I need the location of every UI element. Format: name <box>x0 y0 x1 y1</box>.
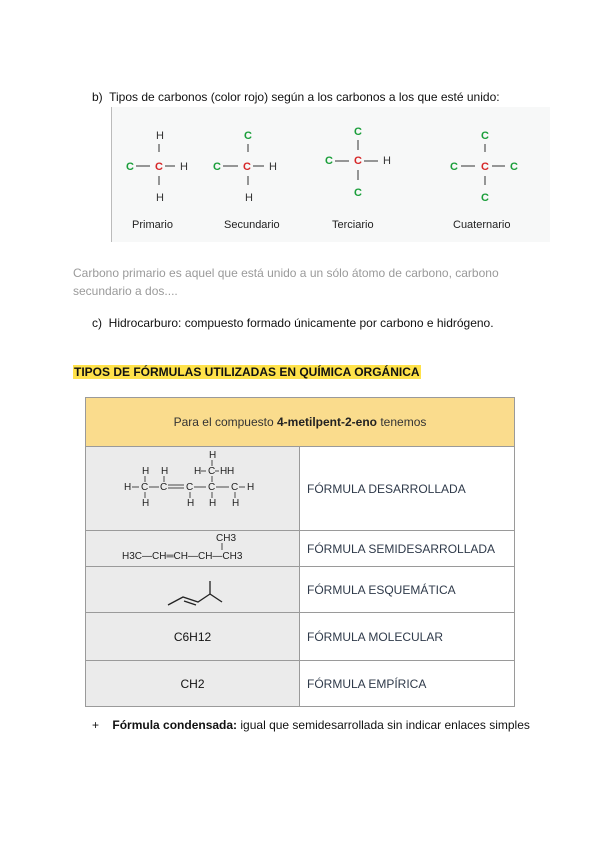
atom-h: H <box>160 466 168 477</box>
atom-h: H <box>231 498 239 509</box>
compound-name: 4-metilpent-2-eno <box>277 415 378 429</box>
atom-h: H <box>186 498 194 509</box>
atom-c: C <box>354 126 362 138</box>
carbon-type-label-secondary: Secundario <box>224 219 280 231</box>
carbon-types-figure <box>111 107 550 242</box>
atom-h: H <box>193 466 201 477</box>
atom-c: C <box>140 482 148 493</box>
atom-c: C <box>354 187 362 199</box>
header-suffix: tenemos <box>377 415 427 429</box>
atom-c: C <box>159 482 167 493</box>
list-item-b <box>92 90 500 104</box>
atom-c: C <box>481 130 489 142</box>
atom-c-red: C <box>243 161 251 173</box>
atom-h: H <box>123 482 131 493</box>
formula-type-label: FÓRMULA DESARROLLADA <box>300 447 515 531</box>
formula-type-label: FÓRMULA SEMIDESARROLLADA <box>300 531 515 567</box>
list-marker: c) <box>92 316 102 330</box>
atom-h: H <box>141 498 149 509</box>
header-prefix: Para el compuesto <box>173 415 277 429</box>
atom-h: H <box>383 155 391 167</box>
atom-c-red: C <box>354 155 362 167</box>
atom-c: C <box>207 482 215 493</box>
table-row <box>86 613 515 661</box>
bullet-text: igual que semidesarrollada sin indicar enlaces simples <box>237 718 530 732</box>
atom-c: C <box>325 155 333 167</box>
list-marker: b) <box>92 90 103 104</box>
bullet-marker: + <box>92 718 100 732</box>
atom-c: C <box>450 161 458 173</box>
skeletal-formula-drawing <box>88 567 298 609</box>
table-row <box>86 531 515 567</box>
section-title: TIPOS DE FÓRMULAS UTILIZADAS EN QUÍMICA ORGÁNICA <box>74 365 420 379</box>
semi-formula-cell <box>86 531 300 567</box>
atom-c: C <box>185 482 193 493</box>
molecular-formula: C6H12 <box>86 613 300 661</box>
atom-c: C <box>213 161 221 173</box>
carbon-type-label-quaternary: Cuaternario <box>453 219 511 231</box>
atom-h: H <box>156 192 164 204</box>
atom-c: C <box>207 466 215 477</box>
atom-h: H <box>156 130 164 142</box>
list-item-c <box>92 316 494 330</box>
atom-h: H <box>226 466 234 477</box>
atom-c: C <box>126 161 134 173</box>
atom-h: H <box>180 161 188 173</box>
atom-h: H <box>246 482 254 493</box>
list-text: Hidrocarburo: compuesto formado únicamente por carbono e hidrógeno. <box>108 316 494 330</box>
bullet-item <box>92 718 530 732</box>
carbon-type-label-tertiary: Terciario <box>332 219 374 231</box>
atom-h: H <box>245 192 253 204</box>
branch-group: CH3 <box>215 533 236 544</box>
empirical-formula: CH2 <box>86 661 300 707</box>
formula-type-label: FÓRMULA MOLECULAR <box>300 613 515 661</box>
note-text: Carbono primario es aquel que está unido a un sólo átomo de carbono, carbono secundario a dos.... <box>73 266 499 298</box>
atom-c: C <box>481 192 489 204</box>
developed-formula-drawing <box>88 447 298 527</box>
main-chain: H3C—CH═CH—CH—CH3 <box>121 551 242 562</box>
list-text: Tipos de carbonos (color rojo) según a los carbonos a los que esté unido: <box>109 90 500 104</box>
atom-h: H <box>269 161 277 173</box>
formula-types-table <box>85 397 515 707</box>
bullet-bold-term: Fórmula condensada: <box>112 718 238 732</box>
atom-h: H <box>141 466 149 477</box>
atom-c-red: C <box>155 161 163 173</box>
atom-c: C <box>244 130 252 142</box>
developed-formula-cell <box>86 447 300 531</box>
table-row <box>86 567 515 613</box>
table-row <box>86 661 515 707</box>
atom-h: H <box>208 450 216 461</box>
semi-formula-drawing <box>88 531 298 563</box>
carbon-type-label-primary: Primario <box>132 219 173 231</box>
atom-c: C <box>510 161 518 173</box>
atom-h: H <box>219 466 227 477</box>
atom-c-red: C <box>481 161 489 173</box>
carbon-types-diagram <box>112 107 550 242</box>
atom-c: C <box>230 482 238 493</box>
table-row <box>86 447 515 531</box>
formula-type-label: FÓRMULA ESQUEMÁTICA <box>300 567 515 613</box>
table-header <box>86 398 515 447</box>
atom-h: H <box>208 498 216 509</box>
skeletal-formula-cell <box>86 567 300 613</box>
formula-type-label: FÓRMULA EMPÍRICA <box>300 661 515 707</box>
